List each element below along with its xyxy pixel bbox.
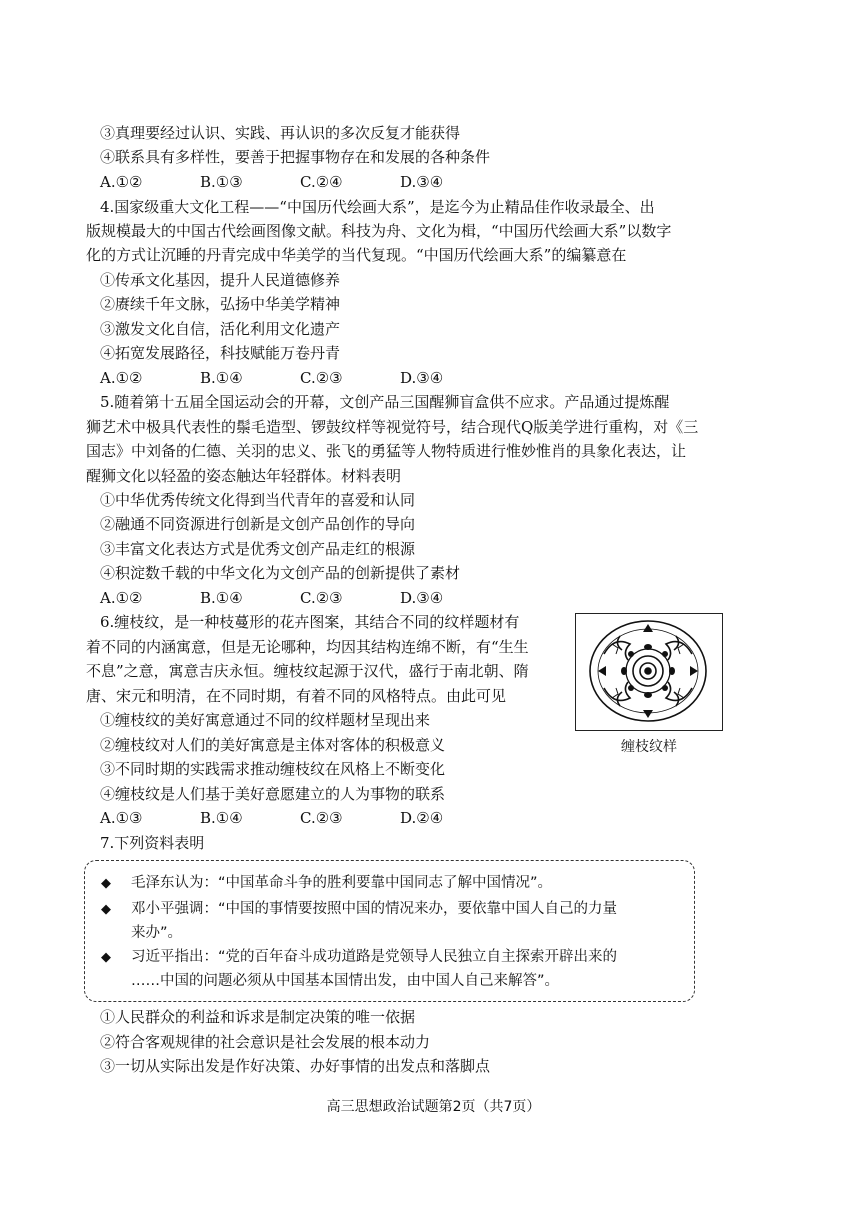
option-a: A.①②: [100, 173, 143, 191]
q6-item-1: ①缠枝纹的美好寓意通过不同的纹样题材呈现出来: [100, 711, 431, 729]
option-d: D.③④: [400, 369, 444, 387]
option-c: C.②③: [300, 369, 343, 387]
q6-stem-line-3: 不息”之意，寓意吉庆永恒。缠枝纹起源于汉代，盛行于南北朝、隋: [86, 662, 529, 680]
option-d: D.③④: [400, 589, 444, 607]
q5-stem-line-2: 狮艺术中极具代表性的鬃毛造型、锣鼓纹样等视觉符号，结合现代Q版美学进行重构，对《三: [86, 418, 699, 436]
q4-item-3: ③激发文化自信，活化利用文化遗产: [100, 320, 341, 338]
q4-item-4: ④拓宽发展路径，科技赋能万卷丹青: [100, 344, 341, 362]
q6-item-4: ④缠枝纹是人们基于美好意愿建立的人为事物的联系: [100, 785, 446, 803]
quote-3: [101, 945, 617, 970]
quote-2: [101, 897, 617, 922]
q7-item-3: ③一切从实际出发是作好决策、办好事情的出发点和落脚点: [100, 1057, 491, 1075]
option-b: B.①④: [200, 809, 243, 827]
option-d: D.②④: [400, 809, 444, 827]
quote-3-line-2: ……中国的问题必须从中国基本国情出发，由中国人自己来解答”。: [131, 973, 560, 989]
quote-box: [84, 860, 695, 1002]
quote-3-line-1: 习近平指出：“党的百年奋斗成功道路是党领导人民独立自主探索开辟出来的: [131, 949, 618, 965]
q6-stem-line-4: 唐、宋元和明清，在不同时期，有着不同的风格特点。由此可见: [86, 687, 507, 705]
q5-stem-line-1: 5.随着第十五届全国运动会的开幕，文创产品三国醒狮盲盒供不应求。产品通过提炼醒: [100, 393, 670, 411]
q4-options: [100, 366, 500, 390]
q4-item-1: ①传承文化基因，提升人民道德修养: [100, 271, 341, 289]
option-b: B.①④: [200, 589, 243, 607]
q5-options: [100, 586, 500, 610]
option-a: A.①②: [100, 369, 143, 387]
q4-item-2: ②赓续千年文脉，弘扬中华美学精神: [100, 295, 341, 313]
q4-stem-line-3: 化的方式让沉睡的丹青完成中华美学的当代复现。“中国历代绘画大系”的编纂意在: [86, 246, 627, 264]
q5-item-1: ①中华优秀传统文化得到当代青年的喜爱和认同: [100, 491, 416, 509]
diamond-bullet-icon: ◆: [101, 950, 111, 965]
option-b: B.①④: [200, 369, 243, 387]
quote-1-line-1: 毛泽东认为：“中国革命斗争的胜利要靠中国同志了解中国情况”。: [131, 875, 553, 891]
q6-stem-line-1: 6.缠枝纹，是一种枝蔓形的花卉图案，其结合不同的纹样题材有: [100, 613, 520, 631]
q5-item-2: ②融通不同资源进行创新是文创产品创作的导向: [100, 515, 416, 533]
figure-caption: 缠枝纹样: [621, 739, 677, 755]
page-footer: 高三思想政治试题第2页（共7页）: [326, 1099, 541, 1115]
option-c: C.②③: [300, 809, 343, 827]
diamond-bullet-icon: ◆: [101, 876, 111, 891]
floral-pattern-icon: [576, 614, 721, 729]
q6-stem-line-2: 着不同的内涵寓意，但是无论哪种，均因其结构连绵不断，有“生生: [86, 638, 529, 656]
option-a: A.①②: [100, 589, 143, 607]
q4-stem-line-1: 4.国家级重大文化工程——“中国历代绘画大系”，是迄今为止精品佳作收录最全、出: [100, 198, 655, 216]
quote-2-line-1: 邓小平强调：“中国的事情要按照中国的情况来办，要依靠中国人自己的力量: [131, 901, 618, 917]
q5-stem-line-4: 醒狮文化以轻盈的姿态触达年轻群体。材料表明: [86, 467, 402, 485]
quote-1: [101, 871, 552, 896]
q3-options: [100, 170, 500, 194]
q3-item-3: ③真理要经过认识、实践、再认识的多次反复才能获得: [100, 124, 461, 142]
q7-item-1: ①人民群众的利益和诉求是制定决策的唯一依据: [100, 1008, 416, 1026]
q6-options: [100, 806, 500, 830]
q5-stem-line-3: 国志》中刘备的仁德、关羽的忠义、张飞的勇猛等人物特质进行惟妙惟肖的具象化表达，让: [86, 442, 687, 460]
q7-item-2: ②符合客观规律的社会意识是社会发展的根本动力: [100, 1033, 431, 1051]
q3-item-4: ④联系具有多样性，要善于把握事物存在和发展的各种条件: [100, 148, 491, 166]
option-c: C.②④: [300, 173, 343, 191]
q4-stem-line-2: 版规模最大的中国古代绘画图像文献。科技为舟、文化为楫，“中国历代绘画大系”以数字: [86, 222, 672, 240]
quote-2-line-2: 来办”。: [131, 925, 183, 941]
option-c: C.②③: [300, 589, 343, 607]
option-a: A.①③: [100, 809, 143, 827]
option-d: D.③④: [400, 173, 444, 191]
q5-item-4: ④积淀数千载的中华文化为文创产品的创新提供了素材: [100, 564, 461, 582]
q7-stem: 7.下列资料表明: [100, 834, 205, 852]
diamond-bullet-icon: ◆: [101, 902, 111, 917]
q5-item-3: ③丰富文化表达方式是优秀文创产品走红的根源: [100, 540, 416, 558]
q6-item-2: ②缠枝纹对人们的美好寓意是主体对客体的积极意义: [100, 736, 446, 754]
option-b: B.①③: [200, 173, 243, 191]
q6-item-3: ③不同时期的实践需求推动缠枝纹在风格上不断变化: [100, 760, 446, 778]
pattern-figure: [575, 613, 723, 731]
